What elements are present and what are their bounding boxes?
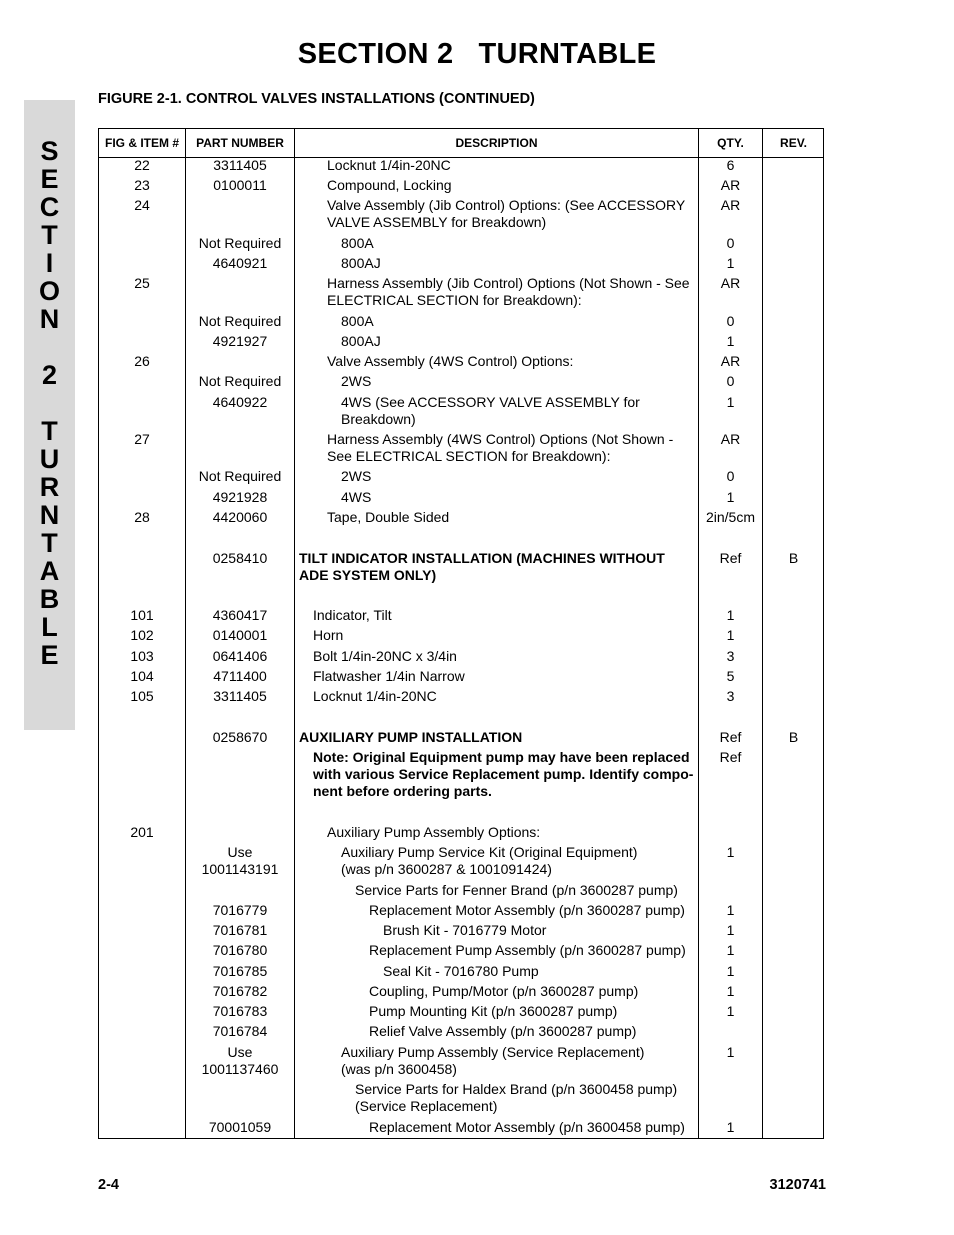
description-cell: 800AJ [341,255,381,271]
qty-cell: 1 [726,255,735,271]
qty-cell: Ref [719,729,742,745]
header-item: FIG & ITEM # [104,136,179,150]
side-tab-letter: O [38,276,60,306]
item-number-cell: 101 [130,607,154,623]
description-cell: Bolt 1/4in-20NC x 3/4in [313,648,457,664]
item-number-cell: 201 [130,824,154,840]
qty-cell: 1 [726,844,735,860]
qty-cell: 0 [726,313,735,329]
part-number-cell: 0258410 [212,550,268,566]
item-number-cell: 26 [134,353,150,369]
qty-cell: 1 [726,627,735,643]
description-cell: TILT INDICATOR INSTALLATION (MACHINES WITHOUT ADE SYSTEM ONLY) [299,550,665,583]
part-number-cell: 7016785 [212,963,268,979]
part-number-cell: Not Required [198,373,282,389]
qty-cell: 2in/5cm [705,509,756,525]
description-cell: 2WS [341,468,372,484]
part-number-cell: 7016779 [212,902,268,918]
side-tab-letter: A [39,556,60,586]
qty-cell: AR [720,431,741,447]
part-number-cell: 0258670 [212,729,268,745]
part-number-cell: 7016781 [212,922,268,938]
part-number-cell: 4921928 [212,489,268,505]
part-number-cell: Not Required [198,313,282,329]
description-cell: Compound, Locking [327,177,452,193]
side-tab-letter: N [39,500,60,530]
section-side-tab [24,100,75,730]
qty-cell: 1 [726,983,735,999]
qty-cell: 1 [726,1003,735,1019]
description-cell: Horn [313,627,344,643]
item-number-cell: 23 [134,177,150,193]
description-cell: Replacement Motor Assembly (p/n 3600287 pump) [369,902,685,918]
qty-cell: 1 [726,333,735,349]
side-tab-letter: T [41,220,58,250]
item-number-cell: 28 [134,509,150,525]
side-tab-letter: N [39,304,60,334]
description-cell: Coupling, Pump/Motor (p/n 3600287 pump) [369,983,639,999]
part-number-cell: 70001059 [208,1119,272,1135]
description-cell: Auxiliary Pump Service Kit (Original Equipment) (was p/n 3600287 & 1001091424) [341,844,638,877]
part-number-cell: Not Required [198,468,282,484]
part-number-cell: 0100011 [213,177,267,193]
qty-cell: 1 [726,922,735,938]
description-cell: Flatwasher 1/4in Narrow [313,668,465,684]
description-cell: 4WS [341,489,372,505]
description-cell: Locknut 1/4in-20NC [327,157,451,173]
qty-cell: 1 [726,902,735,918]
part-number-cell: 7016783 [212,1003,268,1019]
qty-cell: AR [720,177,741,193]
column-divider [762,129,763,1138]
part-number-cell: Use 1001137460 [201,1044,279,1077]
description-cell: Harness Assembly (Jib Control) Options (Not Shown - See ELECTRICAL SECTION for Breakdown): [327,275,690,308]
part-number-cell: 4640922 [212,394,268,410]
item-number-cell: 102 [130,627,154,643]
side-tab-letter: S [40,136,59,166]
description-cell: Replacement Pump Assembly (p/n 3600287 pump) [369,942,686,958]
qty-cell: 1 [726,963,735,979]
description-cell: Service Parts for Haldex Brand (p/n 3600458 pump) (Service Replacement) [355,1081,678,1114]
part-number-cell: 3311405 [213,157,267,173]
side-tab-letter: C [39,192,60,222]
description-cell: Harness Assembly (4WS Control) Options (Not Shown - See ELECTRICAL SECTION for Breakdown): [327,431,674,464]
qty-cell: 1 [726,1044,735,1060]
description-cell: Service Parts for Fenner Brand (p/n 3600287 pump) [355,882,678,898]
side-tab-letter: L [41,612,58,642]
header-rev: REV. [780,136,807,150]
description-cell: 800AJ [341,333,381,349]
part-number-cell: Not Required [198,235,282,251]
header-description: DESCRIPTION [455,136,538,150]
qty-cell: 0 [726,235,735,251]
header-qty: QTY. [717,136,744,150]
header-part-number: PART NUMBER [196,136,284,150]
description-cell: Indicator, Tilt [313,607,392,623]
qty-cell: 1 [726,394,735,410]
side-tab-letter: T [41,528,58,558]
description-cell: Locknut 1/4in-20NC [313,688,437,704]
item-number-cell: 22 [134,157,150,173]
qty-cell: 1 [726,489,735,505]
qty-cell: Ref [719,550,742,566]
qty-cell: 1 [726,607,735,623]
side-tab-letter: E [40,164,59,194]
item-number-cell: 103 [130,648,154,664]
part-number-cell: 3311405 [213,688,267,704]
description-cell: Seal Kit - 7016780 Pump [383,963,539,979]
qty-cell: 3 [726,648,735,664]
part-number-cell: 0641406 [212,648,268,664]
item-number-cell: 104 [130,668,154,684]
description-cell: Note: Original Equipment pump may have been replaced with various Service Replacement pump. Identify compo- nent before ordering parts. [313,749,694,799]
description-cell: Tape, Double Sided [327,509,450,525]
side-tab-letter: B [39,584,60,614]
part-number-cell: 7016784 [212,1023,268,1039]
qty-cell: 5 [726,668,735,684]
side-tab-letter: E [40,640,59,670]
qty-cell: 0 [726,468,735,484]
part-number-cell: Use 1001143191 [201,844,279,877]
part-number-cell: 4420060 [212,509,268,525]
rev-cell: B [788,729,799,745]
section-title: SECTION 2 TURNTABLE [297,38,657,70]
description-cell: Pump Mounting Kit (p/n 3600287 pump) [369,1003,618,1019]
qty-cell: 1 [726,1119,735,1135]
description-cell: 2WS [341,373,372,389]
part-number-cell: 7016782 [212,983,268,999]
qty-cell: 3 [726,688,735,704]
description-cell: Relief Valve Assembly (p/n 3600287 pump) [369,1023,637,1039]
item-number-cell: 25 [134,275,150,291]
part-number-cell: 4711400 [213,668,267,684]
item-number-cell: 24 [134,197,150,213]
qty-cell: 0 [726,373,735,389]
page-number: 2-4 [98,1177,119,1193]
description-cell: Auxiliary Pump Assembly Options: [327,824,541,840]
description-cell: Brush Kit - 7016779 Motor [383,922,547,938]
column-divider [294,129,295,1138]
side-tab-letter: U [39,444,60,474]
qty-cell: 6 [726,157,735,173]
part-number-cell: 4640921 [212,255,268,271]
document-number: 3120741 [769,1177,826,1193]
description-cell: AUXILIARY PUMP INSTALLATION [299,729,523,745]
side-tab-letter: R [39,472,60,502]
item-number-cell: 105 [130,688,154,704]
description-cell: 800A [341,235,374,251]
qty-cell: AR [720,353,741,369]
part-number-cell: 4360417 [212,607,268,623]
part-number-cell: 0140001 [212,627,268,643]
qty-cell: 1 [726,942,735,958]
parts-table [98,128,824,1139]
qty-cell: AR [720,275,741,291]
part-number-cell: 7016780 [212,942,268,958]
description-cell: 4WS (See ACCESSORY VALVE ASSEMBLY for Breakdown) [341,394,640,427]
item-number-cell: 27 [134,431,150,447]
part-number-cell: 4921927 [212,333,268,349]
side-tab-letter: 2 [41,360,58,390]
qty-cell: Ref [719,749,742,765]
description-cell: Auxiliary Pump Assembly (Service Replacement) (was p/n 3600458) [341,1044,645,1077]
description-cell: Replacement Motor Assembly (p/n 3600458 pump) [369,1119,685,1135]
figure-caption: FIGURE 2-1. CONTROL VALVES INSTALLATIONS (CONTINUED) [98,91,535,107]
description-cell: Valve Assembly (4WS Control) Options: [327,353,574,369]
rev-cell: B [788,550,799,566]
description-cell: Valve Assembly (Jib Control) Options: (See ACCESSORY VALVE ASSEMBLY for Breakdown) [327,197,686,230]
qty-cell: AR [720,197,741,213]
side-tab-letter: T [41,416,58,446]
description-cell: 800A [341,313,374,329]
side-tab-letter: I [45,248,54,278]
